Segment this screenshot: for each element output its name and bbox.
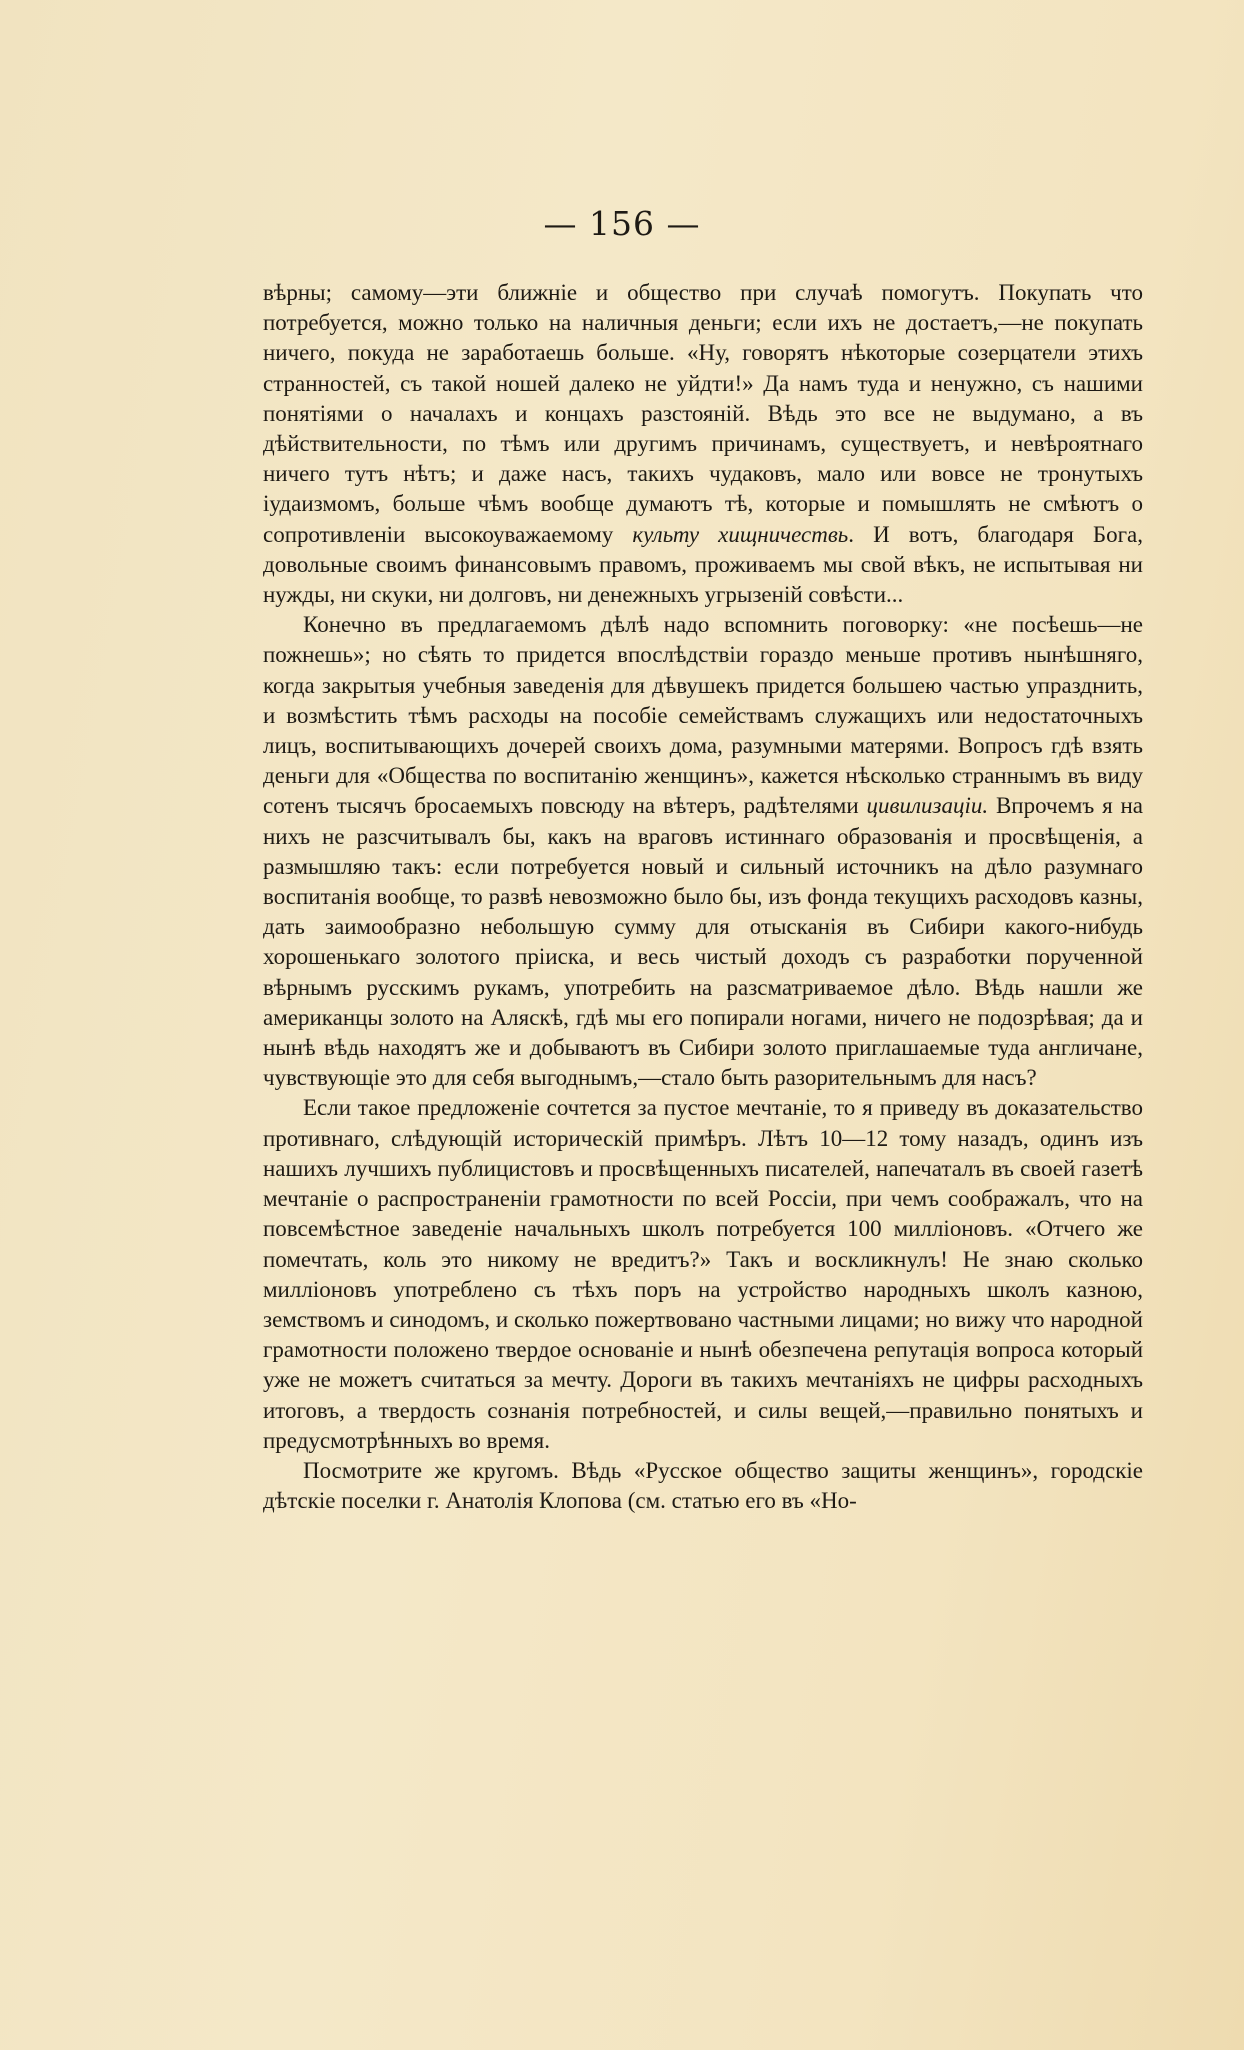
text-span: вѣрны; самому—эти ближніе и общество при случаѣ помогутъ. Покупать что потребуется, можно только на наличныя деньги; если ихъ не достаетъ,—не покупать ничего, покуда не заработаешь больше. «Ну, говорятъ нѣкоторые созерцатели этихъ странностей, съ такой ношей далеко не уйдти!» Да намъ туда и ненужно, съ нашими понятіями о началахъ и концахъ разстояній. Вѣдь это все не выдумано, а въ дѣйствительности, по тѣмъ или другимъ причинамъ, существуетъ, и невѣроятнаго ничего тутъ нѣтъ; и даже насъ, такихъ чудаковъ, мало или вовсе не тронутыхъ іудаизмомъ, больше чѣмъ вообще думаютъ тѣ, которые и помышлять не смѣютъ о сопротивленіи высокоуважаемому xyxy=(263,280,1143,547)
italic-span: культу хищничествь xyxy=(632,521,849,547)
text-span: Конечно въ предлагаемомъ дѣлѣ надо вспомнить поговорку: «не посѣешь—не пожнешь»; но сѣять то придется впослѣдствіи гораздо меньше противъ нынѣшняго, когда закрытыя учебныя заведенія для дѣвушекъ придется большею частью упразднить, и возмѣстить тѣмъ расходы на пособіе семействамъ служащихъ или недостаточныхъ лицъ, воспитывающихъ дочерей своихъ дома, разумными матерями. Вопросъ гдѣ взять деньги для «Общества по воспитанію женщинъ», кажется нѣсколько страннымъ въ виду сотенъ тысячъ бросаемыхъ повсюду на вѣтеръ, радѣтелями xyxy=(263,612,1143,819)
text-span: Впрочемъ я на нихъ не разсчитывалъ бы, какъ на враговъ истиннаго образованія и просвѣщенія, а размышляю такъ: если потребуется новый и сильный источникъ на дѣло разумнаго воспитанія вообще, то развѣ невозможно было бы, изъ фонда текущихъ расходовъ казны, дать заимообразно небольшую сумму для отысканія въ Сибири какого-нибудь хорошенькаго золотого пріиска, и весь чистый доходъ съ разработки порученной вѣрнымъ русскимъ рукамъ, употребить на разсматриваемое дѣло. Вѣдь нашли же американцы золото на Аляскѣ, гдѣ мы его попирали ногами, ничего не подозрѣвая; да и нынѣ вѣдь находятъ же и добываютъ въ Сибири золото приглашаемые туда англичане, чувствующіе это для себя выгоднымъ,—стало быть разорительнымъ для насъ? xyxy=(263,793,1144,1091)
italic-span: цивилизаціи. xyxy=(866,793,989,819)
text-span: Если такое предложеніе сочтется за пустое мечтаніе, то я приведу въ доказательство противнаго, слѣдующій историческій примѣръ. Лѣтъ 10—12 тому назадъ, одинъ изъ нашихъ лучшихъ публицистовъ и просвѣщенныхъ писателей, напечаталъ въ своей газетѣ мечтаніе о распространеніи грамотности по всей Россіи, при чемъ соображалъ, что на повсемѣстное заведеніе начальныхъ школъ потребуется 100 милліоновъ. «Отчего же помечтать, коль это никому не вредитъ?» Такъ и воскликнулъ! Не знаю сколько милліоновъ употреблено съ тѣхъ поръ на устройство народныхъ школъ казною, земствомъ и синодомъ, и сколько пожертвовано частными лицами; но вижу что народной грамотности положено твердое основаніе и нынѣ обезпечена репутація вопроса который уже не можетъ считаться за мечту. Дороги въ такихъ мечтаніяхъ не цифры расходныхъ итоговъ, а твердость сознанія потребностей, и силы вещей,—правильно понятыхъ и предусмотрѣнныхъ во время. xyxy=(263,1095,1143,1453)
page-number: — 156 — xyxy=(543,204,701,243)
text-span: . И вотъ, благодаря Бога, довольные своимъ финансовымъ правомъ, проживаемъ мы свой вѣкъ, не испытывая ни нужды, ни скуки, ни долговъ, ни денежныхъ угрызеній совѣсти... xyxy=(263,521,1143,608)
paragraph-4 xyxy=(263,1456,1143,1516)
paragraph-3 xyxy=(263,1093,1143,1455)
paragraph-2 xyxy=(263,610,1143,1093)
text-span: Посмотрите же кругомъ. Вѣдь «Русское общество защиты женщинъ», городскіе дѣтскіе поселки г. Анатолія Клопова (см. статью его въ «Но- xyxy=(263,1457,1143,1514)
body-text xyxy=(263,278,1143,1516)
paragraph-1 xyxy=(263,278,1143,610)
